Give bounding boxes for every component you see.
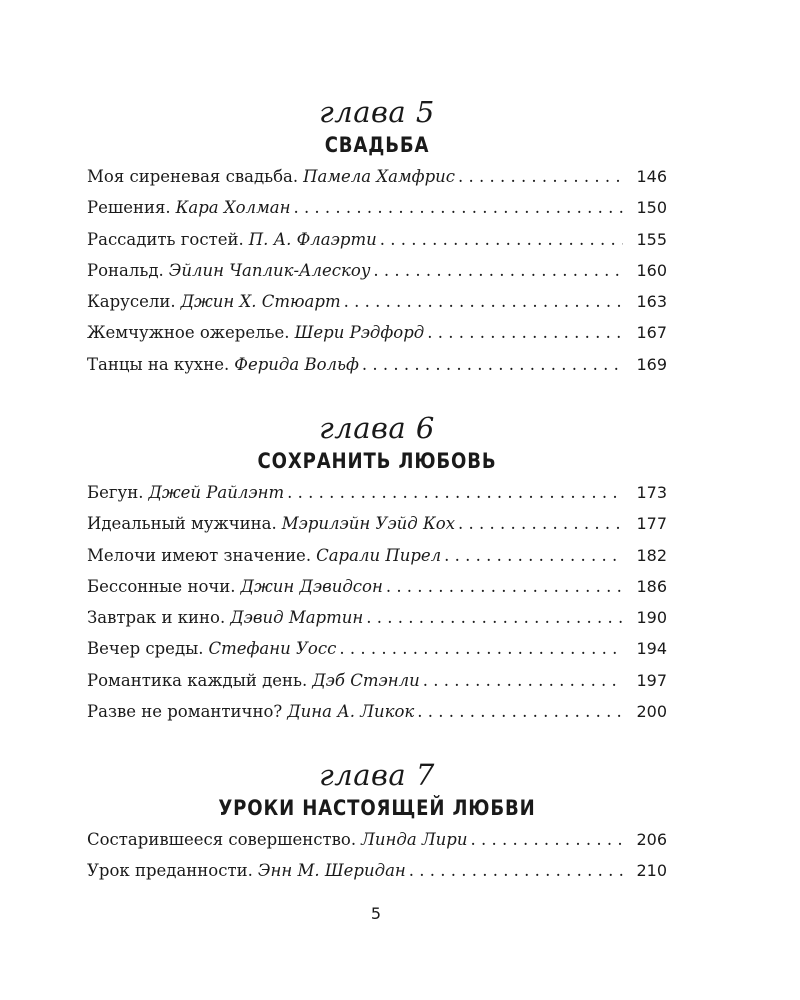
entry-page-number: 194 xyxy=(636,639,667,659)
entry-title: Рассадить гостей. xyxy=(87,229,244,249)
entry-author: Джин Дэвидсон xyxy=(240,576,383,596)
entry-title: Состарившееся совершенство. xyxy=(87,830,357,849)
chapter-5-section xyxy=(87,95,667,386)
dot-leader xyxy=(362,355,623,374)
entry-page-number: 197 xyxy=(636,670,667,690)
entry-page-number: 150 xyxy=(636,198,667,218)
toc-entry[interactable] xyxy=(87,230,667,261)
entry-title: Идеальный мужчина. xyxy=(87,514,277,534)
entry-page-number: 155 xyxy=(636,229,667,249)
entry-author: Кара Холман xyxy=(175,198,291,218)
entry-title: Рональд. xyxy=(87,260,164,280)
entry-author: Мэрилэйн Уэйд Кох xyxy=(281,514,456,534)
dot-leader xyxy=(458,514,623,533)
entry-author: Дэб Стэнли xyxy=(312,670,420,690)
dot-leader xyxy=(287,483,623,502)
entry-page-number: 146 xyxy=(636,167,667,186)
entry-title: Романтика каждый день. xyxy=(87,670,308,690)
entry-page-number: 160 xyxy=(636,260,667,280)
entry-title: Разве не романтично? xyxy=(87,702,283,722)
chapter-title: УРОКИ НАСТОЯЩЕЙ ЛЮБВИ xyxy=(218,796,536,820)
entry-page-number: 177 xyxy=(636,514,667,534)
entry-author: Саралu Пирел xyxy=(316,545,442,565)
entry-page-number: 186 xyxy=(636,576,667,596)
dot-leader xyxy=(293,198,623,217)
entry-title: Урок преданности. xyxy=(87,861,253,881)
entry-page-number: 173 xyxy=(636,483,667,502)
chapter-label: глава 5 xyxy=(319,95,435,129)
entry-page-number: 169 xyxy=(636,354,667,374)
entry-title: Мелочи имеют значение. xyxy=(87,545,312,565)
toc-entry[interactable] xyxy=(87,671,667,702)
chapter-title: СОХРАНИТЬ ЛЮБОВЬ xyxy=(257,449,497,473)
toc-entry[interactable] xyxy=(87,639,667,670)
toc-entry[interactable] xyxy=(87,261,667,292)
entry-author: Джей Райлэнт xyxy=(148,483,285,502)
toc-list xyxy=(87,167,667,386)
entry-title: Танцы на кухне. xyxy=(87,354,230,374)
toc-entry[interactable] xyxy=(87,608,667,639)
entry-title: Жемчужное ожерелье. xyxy=(87,323,290,343)
entry-page-number: 182 xyxy=(636,545,667,565)
entry-author: Джин Х. Стюарт xyxy=(180,292,341,312)
toc-entry[interactable] xyxy=(87,546,667,577)
toc-entry[interactable] xyxy=(87,167,667,198)
chapter-7-section xyxy=(87,758,667,893)
entry-author: П. А. Флаэрти xyxy=(248,229,377,249)
entry-page-number: 167 xyxy=(636,323,667,343)
toc-entry[interactable] xyxy=(87,198,667,229)
entry-page-number: 200 xyxy=(636,702,667,722)
dot-leader xyxy=(380,230,623,249)
toc-entry[interactable] xyxy=(87,702,667,733)
dot-leader xyxy=(366,608,623,627)
toc-entry[interactable] xyxy=(87,861,667,892)
entry-author: Ферида Вольф xyxy=(234,354,359,374)
entry-page-number: 190 xyxy=(636,608,667,628)
entry-page-number: 206 xyxy=(636,830,667,849)
toc-entry[interactable] xyxy=(87,830,667,861)
toc-entry[interactable] xyxy=(87,355,667,386)
dot-leader xyxy=(458,167,623,186)
toc-list xyxy=(87,830,667,893)
dot-leader xyxy=(409,861,623,880)
entry-title: Бегун. xyxy=(87,483,144,502)
entry-page-number: 163 xyxy=(636,292,667,312)
dot-leader xyxy=(339,639,623,658)
toc-entry[interactable] xyxy=(87,323,667,354)
entry-author: Эйлин Чаплик-Алескоу xyxy=(168,260,371,280)
chapter-label: глава 6 xyxy=(319,411,435,445)
dot-leader xyxy=(427,323,623,342)
entry-title: Завтрак и кино. xyxy=(87,608,226,628)
entry-author: Стефани Уосс xyxy=(208,639,337,659)
dot-leader xyxy=(423,671,623,690)
dot-leader xyxy=(417,702,623,721)
toc-entry[interactable] xyxy=(87,292,667,323)
entry-title: Решения. xyxy=(87,198,171,218)
dot-leader xyxy=(344,292,623,311)
entry-author: Линда Лири xyxy=(361,830,468,849)
entry-author: Дэвид Мартин xyxy=(230,608,364,628)
toc-entry[interactable] xyxy=(87,577,667,608)
entry-author: Шери Рэдфорд xyxy=(294,323,425,343)
toc-list xyxy=(87,483,667,733)
dot-leader xyxy=(373,261,623,280)
page-number: 5 xyxy=(370,904,382,923)
dot-leader xyxy=(444,546,623,565)
toc-entry[interactable] xyxy=(87,514,667,545)
entry-title: Вечер среды. xyxy=(87,639,204,659)
dot-leader xyxy=(471,830,624,849)
entry-title: Карусели. xyxy=(87,292,176,312)
chapter-title: СВАДЬБА xyxy=(324,133,430,157)
dot-leader xyxy=(386,577,623,596)
chapter-6-section xyxy=(87,411,667,733)
entry-author: Дина А. Ликок xyxy=(287,702,415,722)
entry-title: Моя сиреневая свадьба. xyxy=(87,167,299,186)
chapter-label: глава 7 xyxy=(319,758,435,792)
toc-entry[interactable] xyxy=(87,483,667,514)
entry-author: Памела Хамфрис xyxy=(303,167,455,186)
entry-author: Энн М. Шеридан xyxy=(257,861,406,881)
entry-page-number: 210 xyxy=(636,861,667,881)
entry-title: Бессонные ночи. xyxy=(87,576,236,596)
